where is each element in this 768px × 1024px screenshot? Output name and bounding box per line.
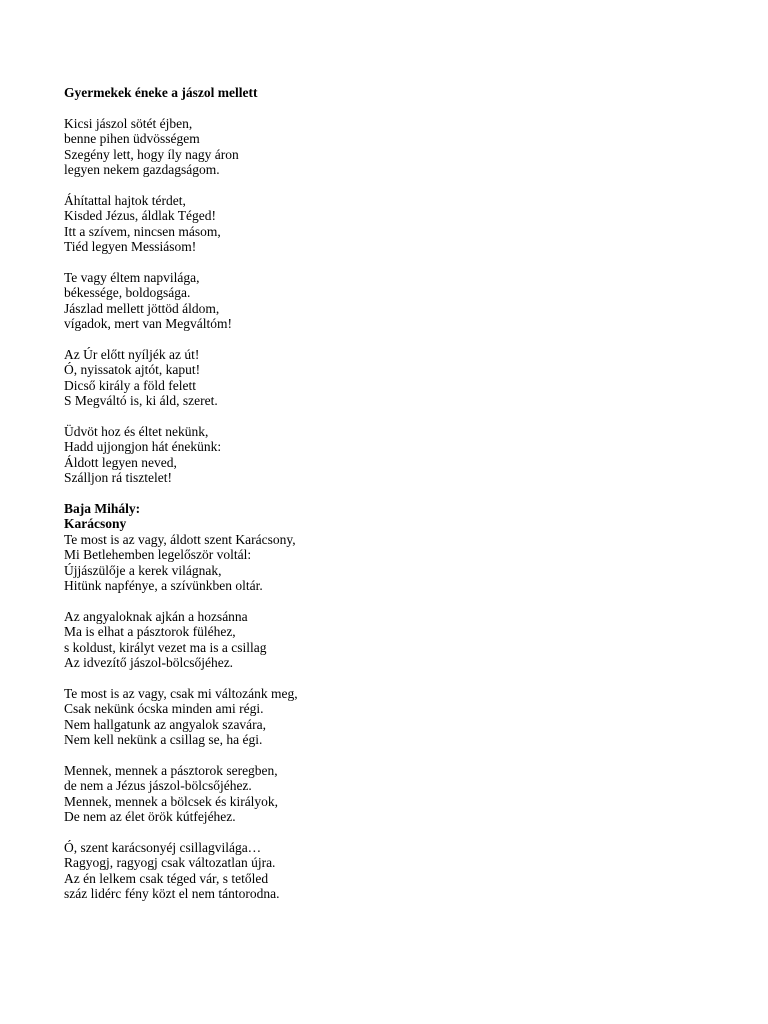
poem-line: Tiéd legyen Messiásom! — [64, 239, 197, 255]
poem-line: vígadok, mert van Megváltóm! — [64, 316, 232, 332]
poem2-stanza-1 — [64, 532, 704, 594]
poem-line: Ma is elhat a pásztorok füléhez, — [64, 624, 236, 640]
poem-line: Áhítattal hajtok térdet, — [64, 192, 186, 208]
poem-line: Csak nekünk ócska minden ami régi. — [64, 701, 264, 717]
poem-line: Te vagy éltem napvilága, — [64, 269, 200, 285]
poem-line: Nem kell nekünk a csillag se, ha égi. — [64, 731, 263, 747]
poem-line: Az angyaloknak ajkán a hozsánna — [64, 608, 248, 624]
poem-line: Ó, nyissatok ajtót, kaput! — [64, 362, 201, 378]
poem-line: Üdvöt hoz és éltet nekünk, — [64, 423, 209, 439]
poem1-stanza-1 — [64, 116, 704, 178]
poem-line: de nem a Jézus jászol-bölcsőjéhez. — [64, 778, 252, 794]
poem-line: Mi Betlehemben legelőször voltál: — [64, 547, 252, 563]
poem-line: benne pihen üdvösségem — [64, 131, 200, 147]
poem-line: s koldust, királyt vezet ma is a csillag — [64, 639, 267, 655]
poem-line: száz lidérc fény közt el nem tántorodna. — [64, 885, 280, 901]
poem2-title: Karácsony — [64, 516, 127, 532]
poem-line: Ragyogj, ragyogj csak változatlan újra. — [64, 855, 276, 871]
poem-line: De nem az élet örök kútfejéhez. — [64, 808, 236, 824]
poem-line: Az én lelkem csak téged vár, s tetőled — [64, 870, 269, 886]
poem-line: Áldott legyen neved, — [64, 454, 177, 470]
poem-line: Az idvezítő jászol-bölcsőjéhez. — [64, 654, 234, 670]
poem-line: Kicsi jászol sötét éjben, — [64, 115, 193, 131]
poem2-stanza-4 — [64, 763, 704, 825]
poem-line: Hadd ujjongjon hát énekünk: — [64, 439, 222, 455]
poem2-stanza-5 — [64, 840, 704, 902]
poem-line: Kisded Jézus, áldlak Téged! — [64, 208, 216, 224]
poem-line: Te most is az vagy, csak mi változánk meg, — [64, 685, 298, 701]
poem-line: Az Úr előtt nyíljék az út! — [64, 346, 200, 362]
poem-line: Mennek, mennek a pásztorok seregben, — [64, 762, 278, 778]
poem1-stanza-4 — [64, 347, 704, 409]
poem1-stanza-5 — [64, 424, 704, 486]
poem-line: Mennek, mennek a bölcsek és királyok, — [64, 793, 279, 809]
poem-line: Itt a szívem, nincsen másom, — [64, 223, 221, 239]
poem-line: Újjászülője a kerek világnak, — [64, 562, 222, 578]
poem-line: Jászlad mellett jöttöd áldom, — [64, 300, 220, 316]
poem-line: Szegény lett, hogy íly nagy áron — [64, 146, 239, 162]
poem2-author: Baja Mihály: — [64, 500, 141, 516]
poem2-stanza-3 — [64, 686, 704, 748]
poem1-title: Gyermekek éneke a jászol mellett — [64, 85, 258, 100]
document-page — [64, 85, 704, 917]
poem-line: Te most is az vagy, áldott szent Karácsony, — [64, 531, 296, 547]
poem1-stanza-2 — [64, 193, 704, 255]
poem1-stanza-3 — [64, 270, 704, 332]
poem-line: békessége, boldogsága. — [64, 285, 191, 301]
poem-line: legyen nekem gazdagságom. — [64, 162, 220, 178]
poem2-stanza-2 — [64, 609, 704, 671]
poem-line: Hitünk napfénye, a szívünkben oltár. — [64, 577, 263, 593]
poem-line: Nem hallgatunk az angyalok szavára, — [64, 716, 267, 732]
poem-line: S Megváltó is, ki áld, szeret. — [64, 393, 218, 409]
poem-line: Ó, szent karácsonyéj csillagvilága… — [64, 839, 262, 855]
poem-line: Dicső király a föld felett — [64, 377, 196, 393]
poem-line: Szálljon rá tisztelet! — [64, 470, 172, 486]
